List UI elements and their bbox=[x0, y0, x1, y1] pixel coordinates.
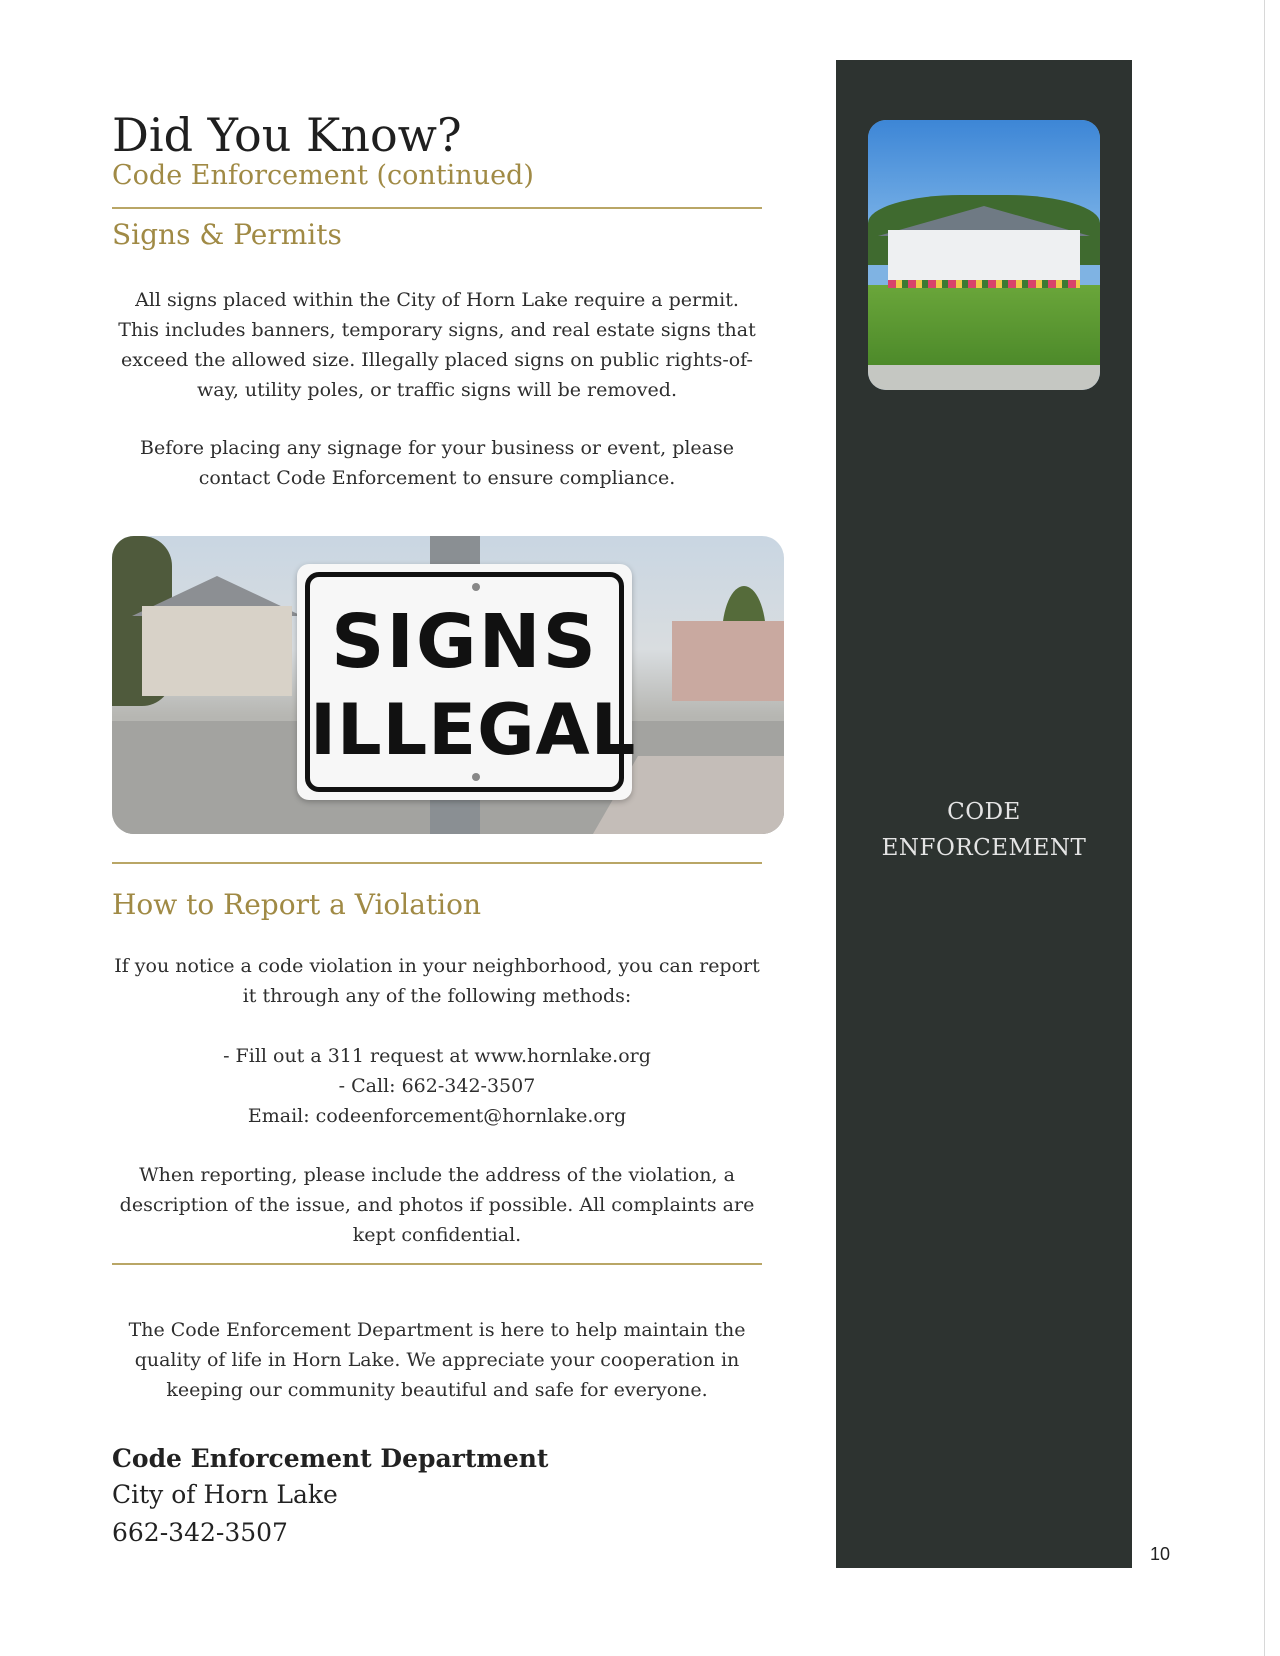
section-heading-signs: Signs & Permits bbox=[112, 218, 342, 251]
divider bbox=[112, 1263, 762, 1265]
sign-text-line2: ILLEGAL bbox=[310, 689, 637, 771]
house-photo bbox=[868, 120, 1100, 390]
report-method-call: - Call: 662-342-3507 bbox=[338, 1075, 536, 1097]
sidebar-label-line2: ENFORCEMENT bbox=[881, 835, 1087, 861]
report-method-email: Email: codeenforcement@hornlake.org bbox=[247, 1105, 627, 1127]
contact-city: City of Horn Lake bbox=[112, 1480, 338, 1509]
signs-illegal-photo bbox=[112, 536, 784, 834]
compliance-paragraph: Before placing any signage for your business or event, please contact Code Enforcement to ensure compliance. bbox=[139, 437, 735, 489]
sidebar-label bbox=[836, 794, 1132, 866]
divider bbox=[112, 207, 762, 209]
page-subtitle: Code Enforcement (continued) bbox=[112, 160, 534, 191]
page-number: 10 bbox=[1150, 1544, 1171, 1564]
sign-text-line1: SIGNS bbox=[331, 599, 598, 685]
report-intro: If you notice a code violation in your neighborhood, you can report it through any of the following methods: bbox=[114, 955, 760, 1007]
section-heading-report: How to Report a Violation bbox=[112, 888, 482, 921]
sidebar-panel bbox=[836, 60, 1132, 1568]
divider bbox=[112, 862, 762, 864]
report-method-311: - Fill out a 311 request at www.hornlake.org bbox=[223, 1045, 651, 1067]
signs-paragraph: All signs placed within the City of Horn Lake require a permit. This includes banners, temporary signs, and real estate signs that exceed the allowed size. Illegally placed signs on public rights-of-way, utility poles, or traffic signs will be removed. bbox=[118, 289, 756, 401]
page-title: Did You Know? bbox=[112, 108, 462, 162]
contact-department: Code Enforcement Department bbox=[112, 1444, 549, 1473]
footer-note: The Code Enforcement Department is here to help maintain the quality of life in Horn Lake. We appreciate your cooperation in keeping our community beautiful and safe for everyone. bbox=[128, 1319, 746, 1401]
page-edge bbox=[1264, 0, 1265, 1656]
contact-phone: 662-342-3507 bbox=[112, 1518, 288, 1547]
sidebar-label-line1: CODE bbox=[947, 799, 1021, 825]
report-closing: When reporting, please include the address of the violation, a description of the issue, and photos if possible. All complaints are kept confidential. bbox=[119, 1164, 755, 1246]
sign-board bbox=[297, 564, 637, 800]
